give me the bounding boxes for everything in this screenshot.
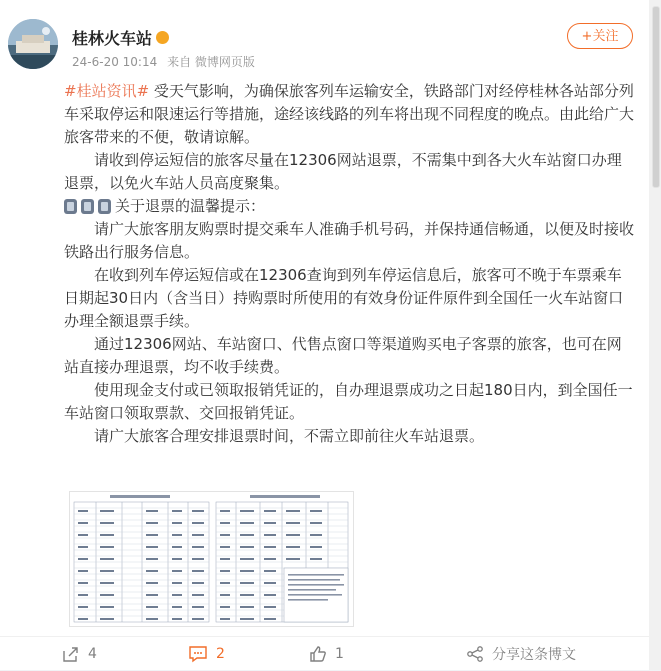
- phone-icon: [81, 199, 94, 214]
- post-paragraph: 使用现金支付或已领取报销凭证的，自办理退票成功之日起180日内，到全国任一车站窗口领取票款、交回报销凭证。: [64, 381, 633, 422]
- comment-button[interactable]: [188, 637, 225, 671]
- post-paragraph: 请广大旅客朋友购票时提交乘车人准确手机号码，并保持通信畅通，以便及时接收铁路出行服务信息。: [64, 220, 635, 261]
- post-image-thumbnail[interactable]: [69, 491, 354, 627]
- repost-icon: [62, 645, 80, 663]
- repost-button[interactable]: [62, 637, 97, 671]
- hint-title: 关于退票的温馨提示：: [115, 197, 266, 215]
- post-intro: [64, 80, 636, 149]
- post-paragraph: 通过12306网站、车站窗口、代售点窗口等渠道购买电子客票的旅客，也可在网站直接办理退票，均不收手续费。: [64, 335, 622, 376]
- scrollbar[interactable]: [649, 0, 661, 670]
- post-intro-text: 受天气影响，为确保旅客列车运输安全，铁路部门对经停桂林各站部分列车采取停运和限速运行等措施，途经该线路的列车将出现不同程度的晚点。由此给广大旅客带来的不便，敬请谅解。: [64, 82, 635, 146]
- post-paragraph: 请广大旅客合理安排退票时间，不需立即前往火车站退票。: [94, 427, 485, 445]
- timetable-image: [70, 492, 353, 626]
- follow-button[interactable]: +关注: [567, 23, 633, 49]
- post-action-bar: [0, 636, 649, 671]
- phone-icon: [64, 199, 77, 214]
- like-button[interactable]: [309, 637, 344, 671]
- post-source: 来自 微博网页版: [167, 55, 255, 69]
- comment-icon: [188, 645, 208, 663]
- scrollbar-thumb[interactable]: [652, 6, 660, 188]
- post-meta: [72, 53, 261, 70]
- author-name[interactable]: [72, 26, 169, 49]
- post-content: [64, 80, 636, 448]
- share-image-label: 分享这条博文: [492, 647, 576, 663]
- share-icon: [466, 645, 484, 663]
- avatar[interactable]: [8, 19, 58, 69]
- author-name-text[interactable]: 桂林火车站: [72, 29, 153, 48]
- hint-heading: [64, 195, 636, 218]
- share-image-button[interactable]: [466, 637, 576, 671]
- timestamp[interactable]: 24-6-20 10:14: [72, 55, 158, 69]
- verified-badge-icon: [156, 31, 169, 44]
- like-count: 1: [335, 646, 344, 662]
- comment-count: 2: [216, 646, 225, 662]
- post-paragraph: 在收到列车停运短信或在12306查询到列车停运信息后，旅客可不晚于车票乘车日期起30日内（含当日）持购票时所使用的有效身份证件原件到全国任一火车站窗口办理全额退票手续。: [64, 266, 624, 330]
- repost-count: 4: [88, 646, 97, 662]
- hashtag-link[interactable]: #桂站资讯#: [64, 82, 150, 100]
- thumbs-up-icon: [309, 645, 327, 663]
- phone-icon: [98, 199, 111, 214]
- post-paragraph: 请收到停运短信的旅客尽量在12306网站退票，不需集中到各大火车站窗口办理退票，以免火车站人员高度聚集。: [64, 151, 622, 192]
